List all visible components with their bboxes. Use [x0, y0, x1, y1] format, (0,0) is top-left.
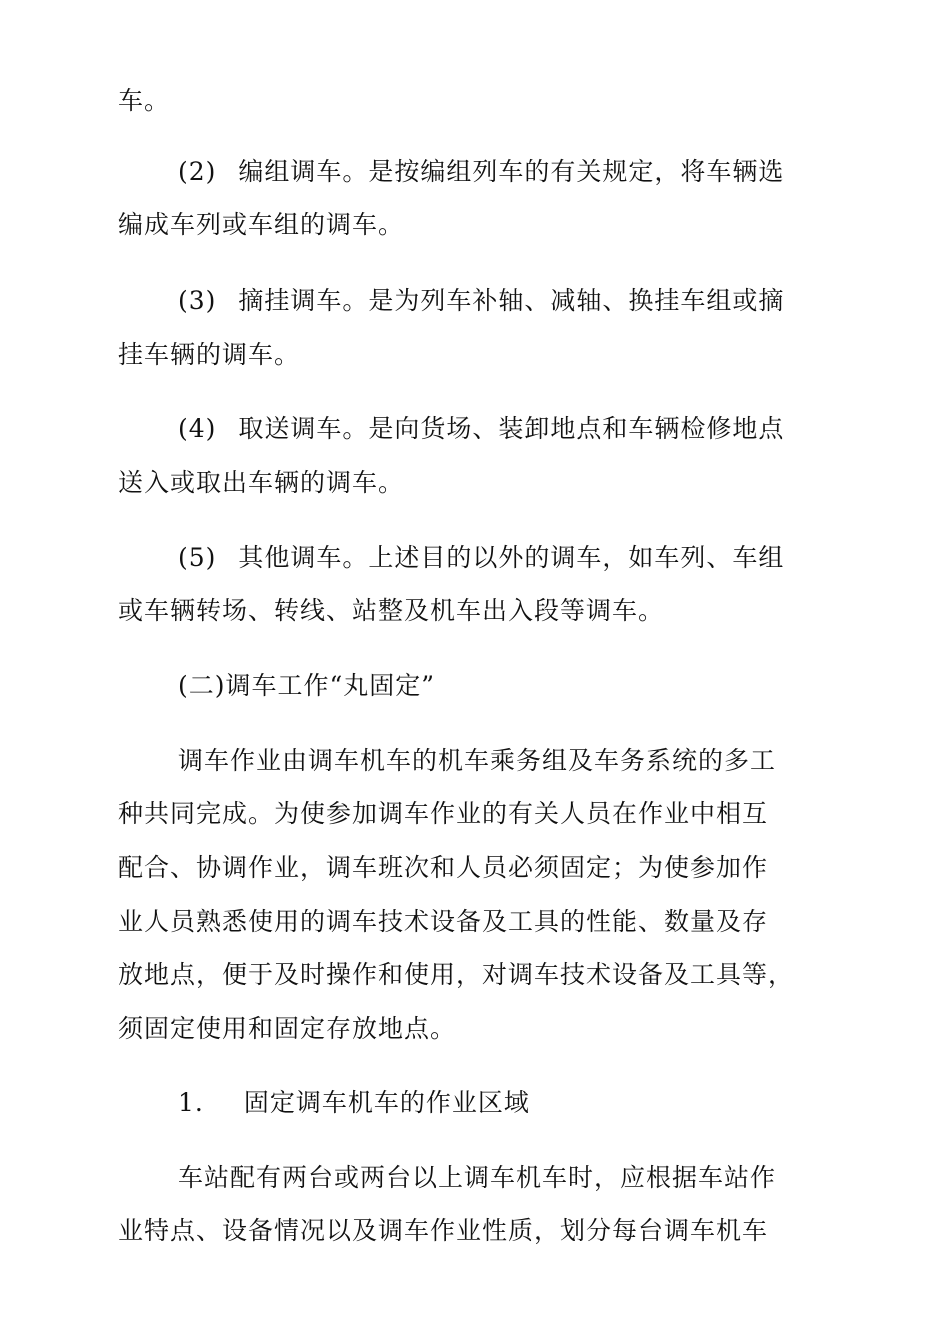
item-marker: (2) [178, 157, 217, 186]
text-line: 挂车辆的调车。 [118, 340, 301, 369]
paragraph-line: 调车作业由调车机车的机车乘务组及车务系统的多工 [178, 746, 777, 775]
paragraph-line: 业特点、设备情况以及调车作业性质，划分每台调车机车 [118, 1216, 769, 1245]
item-marker: (5) [178, 543, 217, 572]
paragraph-line: 种共同完成。为使参加调车作业的有关人员在作业中相互 [118, 799, 769, 828]
item-marker: 1. [178, 1088, 204, 1117]
text-line: 编成车列或车组的调车。 [118, 210, 405, 239]
list-item-2: (2) 编组调车。是按编组列车的有关规定，将车辆选 [178, 157, 785, 186]
list-item-4: (4) 取送调车。是向货场、装卸地点和车辆检修地点 [178, 414, 785, 443]
numbered-heading-1: 1. 固定调车机车的作业区域 [178, 1088, 530, 1117]
section-heading: (二)调车工作“丸固定” [178, 671, 436, 700]
list-item-3: (3) 摘挂调车。是为列车补轴、减轴、换挂车组或摘 [178, 286, 785, 315]
text-line: 或车辆转场、转线、站整及机车出入段等调车。 [118, 596, 665, 625]
text-line: 送入或取出车辆的调车。 [118, 468, 405, 497]
paragraph-line: 车站配有两台或两台以上调车机车时，应根据车站作 [178, 1163, 777, 1192]
list-item-5: (5) 其他调车。上述目的以外的调车，如车列、车组 [178, 543, 785, 572]
item-marker: (4) [178, 414, 217, 443]
paragraph-line: 配合、协调作业，调车班次和人员必须固定；为使参加作 [118, 853, 769, 882]
paragraph-line: 须固定使用和固定存放地点。 [118, 1014, 457, 1043]
paragraph-line: 放地点，便于及时操作和使用，对调车技术设备及工具等， [118, 960, 795, 989]
text-line: 车。 [118, 86, 171, 115]
paragraph-line: 业人员熟悉使用的调车技术设备及工具的性能、数量及存 [118, 907, 769, 936]
item-marker: (3) [178, 286, 217, 315]
